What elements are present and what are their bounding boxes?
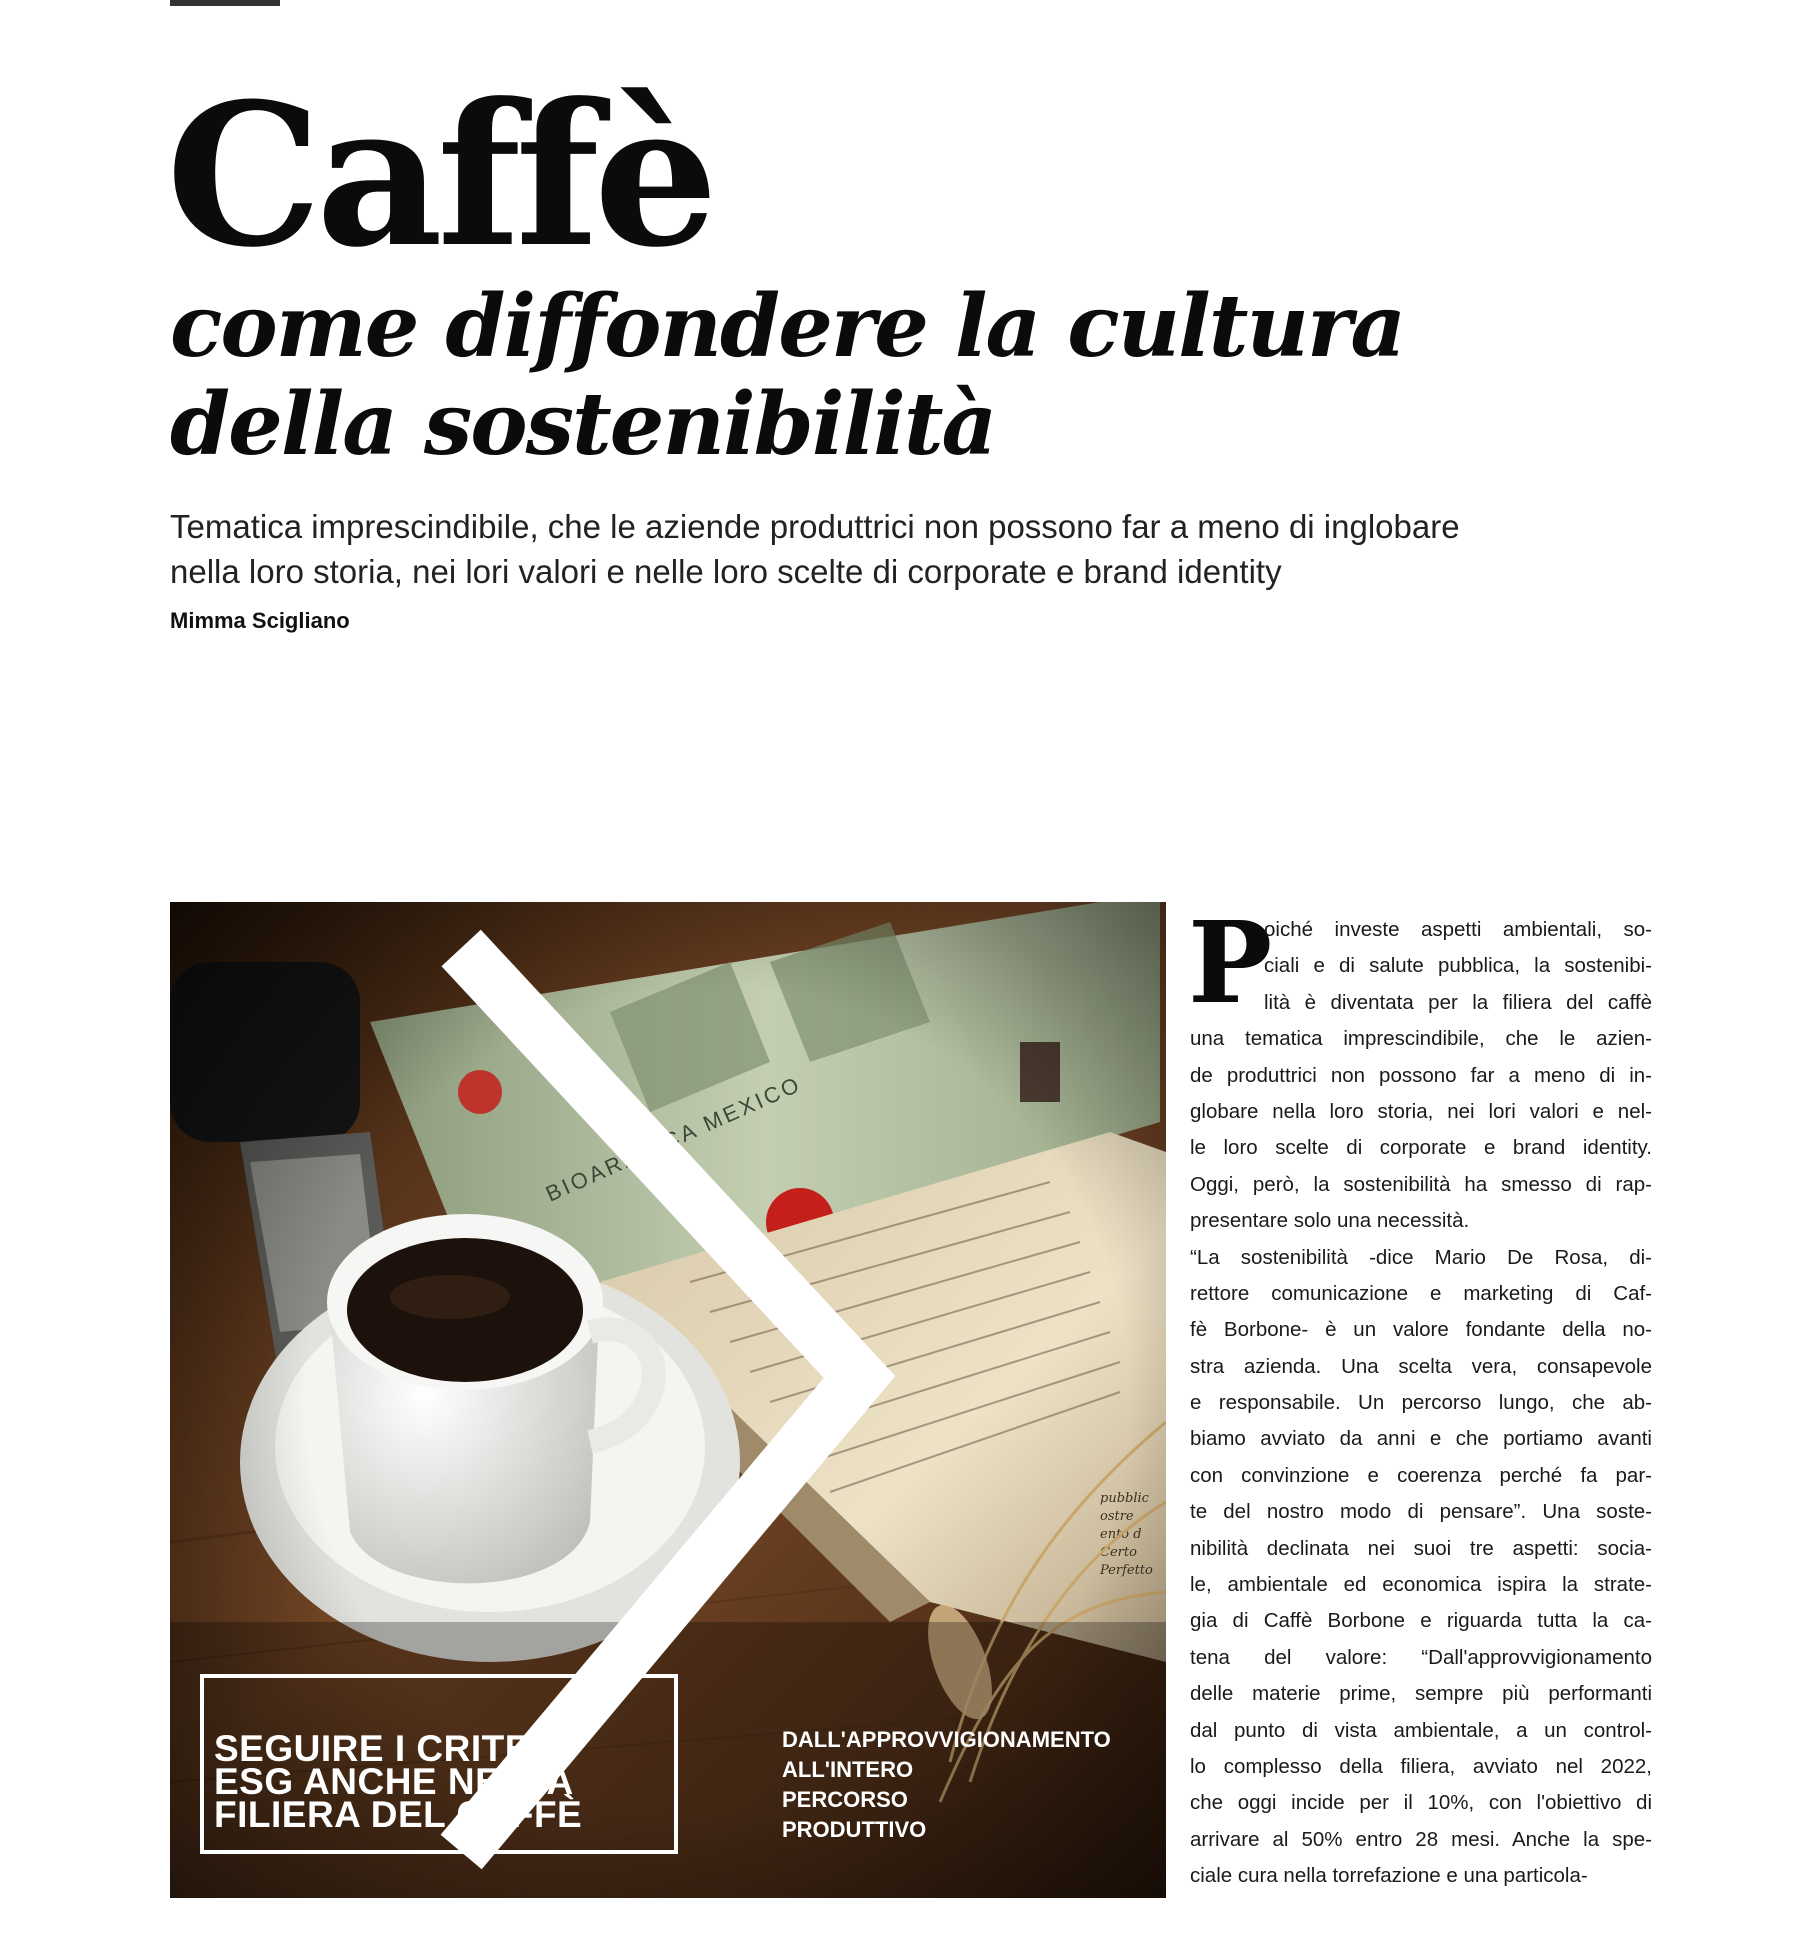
article-body bbox=[1190, 912, 1652, 1895]
caption-side-line: DALL'APPROVVIGIONAMENTO bbox=[782, 1727, 1111, 1752]
body-line: lità è diventata per la filiera del caffè bbox=[1264, 990, 1652, 1014]
caption-line: SEGUIRE I CRITERI bbox=[214, 1728, 568, 1769]
body-line: lo complesso della filiera, avviato nel 2022, bbox=[1190, 1754, 1652, 1778]
body-line: le, ambientale ed economica ispira la strate- bbox=[1190, 1573, 1652, 1597]
standfirst-line: nella loro storia, nei lori valori e nelle loro scelte di corporate e brand identity bbox=[170, 553, 1282, 590]
drop-cap: P bbox=[1188, 898, 1273, 1029]
body-line: globare nella loro storia, nei lori valori e nel- bbox=[1190, 1099, 1652, 1123]
body-line: fè Borbone- è un valore fondante della no- bbox=[1190, 1318, 1652, 1342]
body-line: “La sostenibilità -dice Mario De Rosa, di- bbox=[1190, 1245, 1652, 1269]
article-subtitle bbox=[170, 278, 1570, 474]
standfirst bbox=[170, 504, 1630, 594]
body-line: te del nostro modo di pensare”. Una soste- bbox=[1190, 1500, 1652, 1524]
byline: Mimma Scigliano bbox=[170, 608, 350, 633]
body-line: ciali e di salute pubblica, la sostenibi- bbox=[1264, 954, 1652, 978]
body-line: dal punto di vista ambientale, a un control- bbox=[1190, 1718, 1652, 1742]
body-line: tena del valore: “Dall'approvvigionamento bbox=[1190, 1645, 1652, 1669]
subtitle-line: della sostenibilità bbox=[170, 374, 996, 475]
caption-line: ESG ANCHE NELLA bbox=[214, 1761, 574, 1802]
body-line: oiché investe aspetti ambientali, so- bbox=[1264, 918, 1652, 941]
caption-line: FILIERA DEL CAFFÈ bbox=[214, 1794, 583, 1835]
body-line: de produttrici non possono far a meno di in- bbox=[1190, 1063, 1652, 1087]
body-line: che oggi incide per il 10%, con l'obiettivo di bbox=[1190, 1791, 1652, 1815]
subtitle-line: come diffondere la cultura bbox=[170, 276, 1405, 377]
body-line: con convinzione e coerenza perché fa par- bbox=[1190, 1463, 1652, 1487]
section-mark bbox=[170, 0, 280, 6]
body-line: stra azienda. Una scelta vera, consapevole bbox=[1190, 1354, 1652, 1378]
body-line: biamo avviato da anni e che portiamo avanti bbox=[1190, 1427, 1652, 1451]
body-line: e responsabile. Un percorso lungo, che ab- bbox=[1190, 1391, 1652, 1415]
caption-side-line: PERCORSO bbox=[782, 1787, 908, 1812]
body-line: una tematica imprescindibile, che le azien- bbox=[1190, 1027, 1652, 1051]
caption-side bbox=[782, 1725, 1162, 1845]
body-line: presentare solo una necessità. bbox=[1190, 1209, 1470, 1233]
caption-side-line: ALL'INTERO bbox=[782, 1757, 914, 1782]
body-line: ciale cura nella torrefazione e una particola- bbox=[1190, 1864, 1588, 1888]
body-line: rettore comunicazione e marketing di Caf- bbox=[1190, 1281, 1652, 1305]
body-line: le loro scelte di corporate e brand identity. bbox=[1190, 1136, 1652, 1160]
caption-side-line: PRODUTTIVO bbox=[782, 1817, 927, 1842]
article-title: Caffè bbox=[166, 61, 713, 291]
coffee-photo bbox=[170, 902, 1166, 1898]
body-line: nibilità declinata nei suoi tre aspetti: socia- bbox=[1190, 1536, 1652, 1560]
body-line: gia di Caffè Borbone e riguarda tutta la ca- bbox=[1190, 1609, 1652, 1633]
standfirst-line: Tematica imprescindibile, che le aziende produttrici non possono far a meno di inglobare bbox=[170, 508, 1460, 545]
body-line: Oggi, però, la sostenibilità ha smesso di rap- bbox=[1190, 1172, 1652, 1196]
body-line: delle materie prime, sempre più performanti bbox=[1190, 1682, 1652, 1706]
body-line: arrivare al 50% entro 28 mesi. Anche la spe- bbox=[1190, 1827, 1652, 1851]
